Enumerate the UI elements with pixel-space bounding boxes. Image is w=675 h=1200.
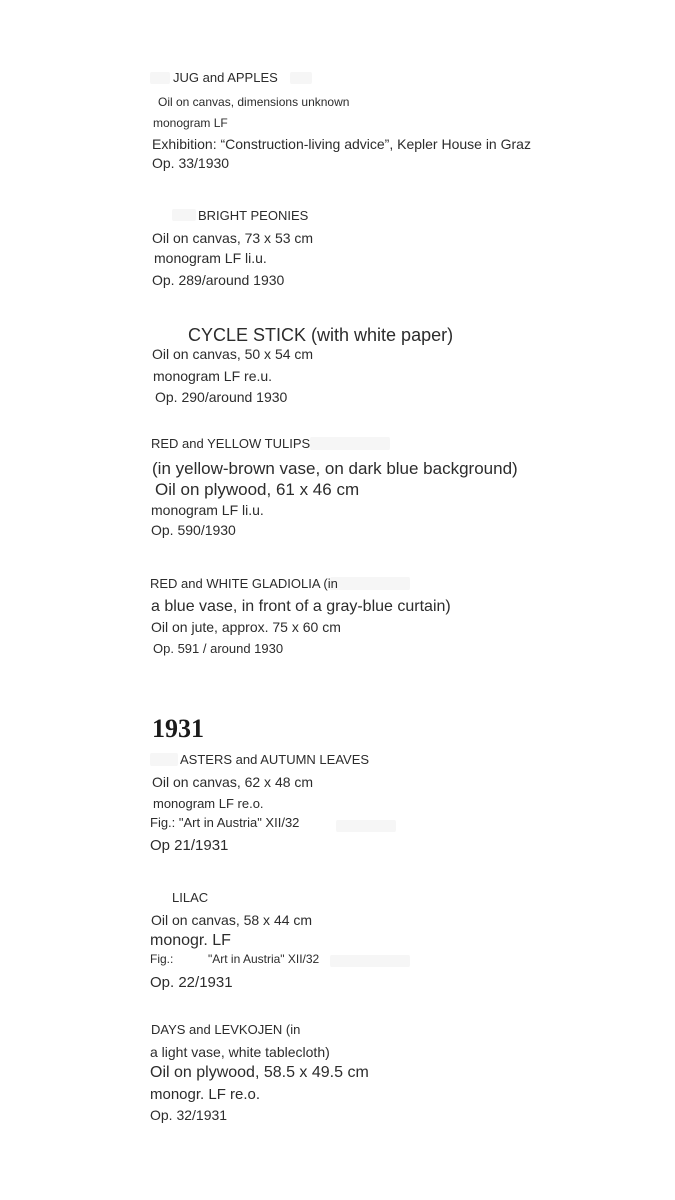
entry-medium: Oil on plywood, 61 x 46 cm [155, 480, 360, 499]
entry-title: BRIGHT PEONIES [198, 208, 309, 223]
entry-title: LILAC [172, 890, 209, 905]
scan-artifact [330, 955, 410, 967]
entry-opus: Op 21/1931 [150, 837, 229, 854]
entry-subtitle: (in yellow-brown vase, on dark blue background) [152, 459, 518, 478]
entry-exhibition: Exhibition: “Construction-living advice”, Kepler House in Graz [152, 136, 531, 152]
scan-artifact [172, 209, 196, 221]
entry-figure-label: Fig.: [150, 952, 174, 966]
entry-medium: Oil on canvas, 58 x 44 cm [151, 912, 313, 928]
entry-title: DAYS and LEVKOJEN (in [151, 1022, 301, 1037]
entry-medium: Oil on canvas, dimensions unknown [158, 95, 350, 109]
entry-signature: monogr. LF re.o. [150, 1086, 261, 1103]
entry-signature: monogram LF [153, 116, 228, 130]
scan-artifact [336, 820, 396, 832]
entry-signature: monogram LF re.o. [153, 796, 264, 811]
entry-opus: Op. 22/1931 [150, 974, 233, 991]
entry-signature: monogram LF re.u. [153, 368, 273, 384]
entry-figure-source: "Art in Austria" XII/32 [208, 952, 320, 966]
entry-subtitle: a light vase, white tablecloth) [150, 1044, 330, 1060]
entry-title: RED and YELLOW TULIPS [151, 436, 311, 451]
entry-opus: Op. 290/around 1930 [155, 389, 288, 405]
entry-medium: Oil on plywood, 58.5 x 49.5 cm [150, 1064, 369, 1081]
entry-opus: Op. 289/around 1930 [152, 272, 285, 288]
scan-artifact [290, 72, 312, 84]
scan-artifact [150, 72, 170, 84]
entry-medium: Oil on canvas, 73 x 53 cm [152, 230, 314, 246]
entry-opus: Op. 33/1930 [152, 155, 230, 171]
entry-medium: Oil on canvas, 62 x 48 cm [152, 774, 314, 790]
entry-opus: Op. 32/1931 [150, 1107, 228, 1123]
entry-figure: Fig.: "Art in Austria" XII/32 [150, 815, 300, 830]
entry-opus: Op. 590/1930 [151, 522, 236, 538]
year-heading: 1931 [152, 714, 204, 743]
entry-subtitle: a blue vase, in front of a gray-blue curtain) [151, 598, 451, 615]
entry-title: JUG and APPLES [173, 70, 278, 85]
entry-opus: Op. 591 / around 1930 [153, 641, 284, 656]
entry-title: CYCLE STICK (with white paper) [188, 325, 454, 345]
entry-signature: monogram LF li.u. [154, 250, 267, 266]
scan-artifact [310, 437, 390, 450]
entry-medium: Oil on jute, approx. 75 x 60 cm [151, 619, 341, 635]
entry-medium: Oil on canvas, 50 x 54 cm [152, 346, 314, 362]
scan-artifact [150, 753, 178, 766]
entry-signature: monogr. LF [150, 932, 231, 949]
entry-signature: monogram LF li.u. [151, 502, 264, 518]
scan-artifact [330, 577, 410, 590]
entry-title: ASTERS and AUTUMN LEAVES [180, 752, 370, 767]
entry-title: RED and WHITE GLADIOLIA (in [150, 576, 338, 591]
